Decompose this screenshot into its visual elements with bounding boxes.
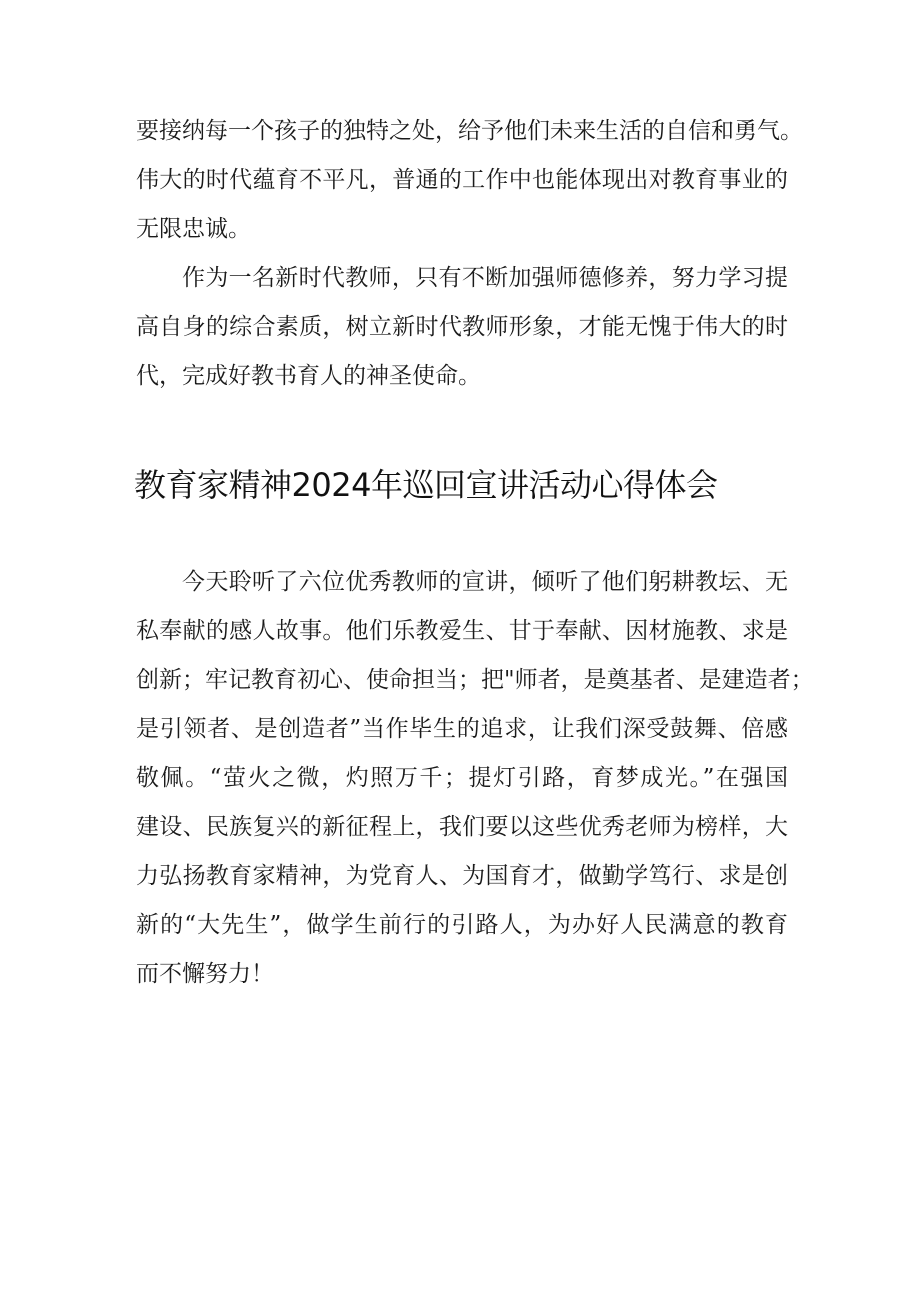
- paragraph-line: 新的“大先生”，做学生前行的引路人，为办好人民满意的教育: [136, 912, 788, 938]
- paragraph-line: 要接纳每一个孩子的独特之处，给予他们未来生活的自信和勇气。: [136, 118, 803, 144]
- paragraph-line: 代，完成好教书育人的神圣使命。: [136, 363, 481, 389]
- paragraph-line: 无限忠诚。: [136, 216, 251, 242]
- paragraph-line: 今天聆听了六位优秀教师的宣讲，倾听了他们躬耕教坛、无: [182, 569, 788, 595]
- paragraph-line: 作为一名新时代教师，只有不断加强师德修养，努力学习提: [182, 265, 788, 291]
- paragraph-line: 是引领者、是创造者”当作毕生的追求，让我们深受鼓舞、倍感: [136, 716, 788, 742]
- paragraph-line: 伟大的时代蕴育不平凡，普通的工作中也能体现出对教育事业的: [136, 167, 788, 193]
- paragraph-line: 私奉献的感人故事。他们乐教爱生、甘于奉献、因材施教、求是: [136, 618, 788, 644]
- paragraph-line: 高自身的综合素质，树立新时代教师形象，才能无愧于伟大的时: [136, 314, 788, 340]
- paragraph-line: 力弘扬教育家精神，为党育人、为国育才，做勤学笃行、求是创: [136, 863, 788, 889]
- paragraph-line: 敬佩。“萤火之微，灼照万千；提灯引路，育梦成光。”在强国: [136, 765, 788, 791]
- paragraph-line: 建设、民族复兴的新征程上，我们要以这些优秀老师为榜样，大: [136, 814, 788, 840]
- paragraph-line: 而不懈努力！: [136, 961, 274, 987]
- section-heading: 教育家精神2024年巡回宣讲活动心得体会: [134, 466, 718, 504]
- paragraph-line: 创新；牢记教育初心、使命担当；把"师者，是奠基者、是建造者；: [136, 667, 814, 693]
